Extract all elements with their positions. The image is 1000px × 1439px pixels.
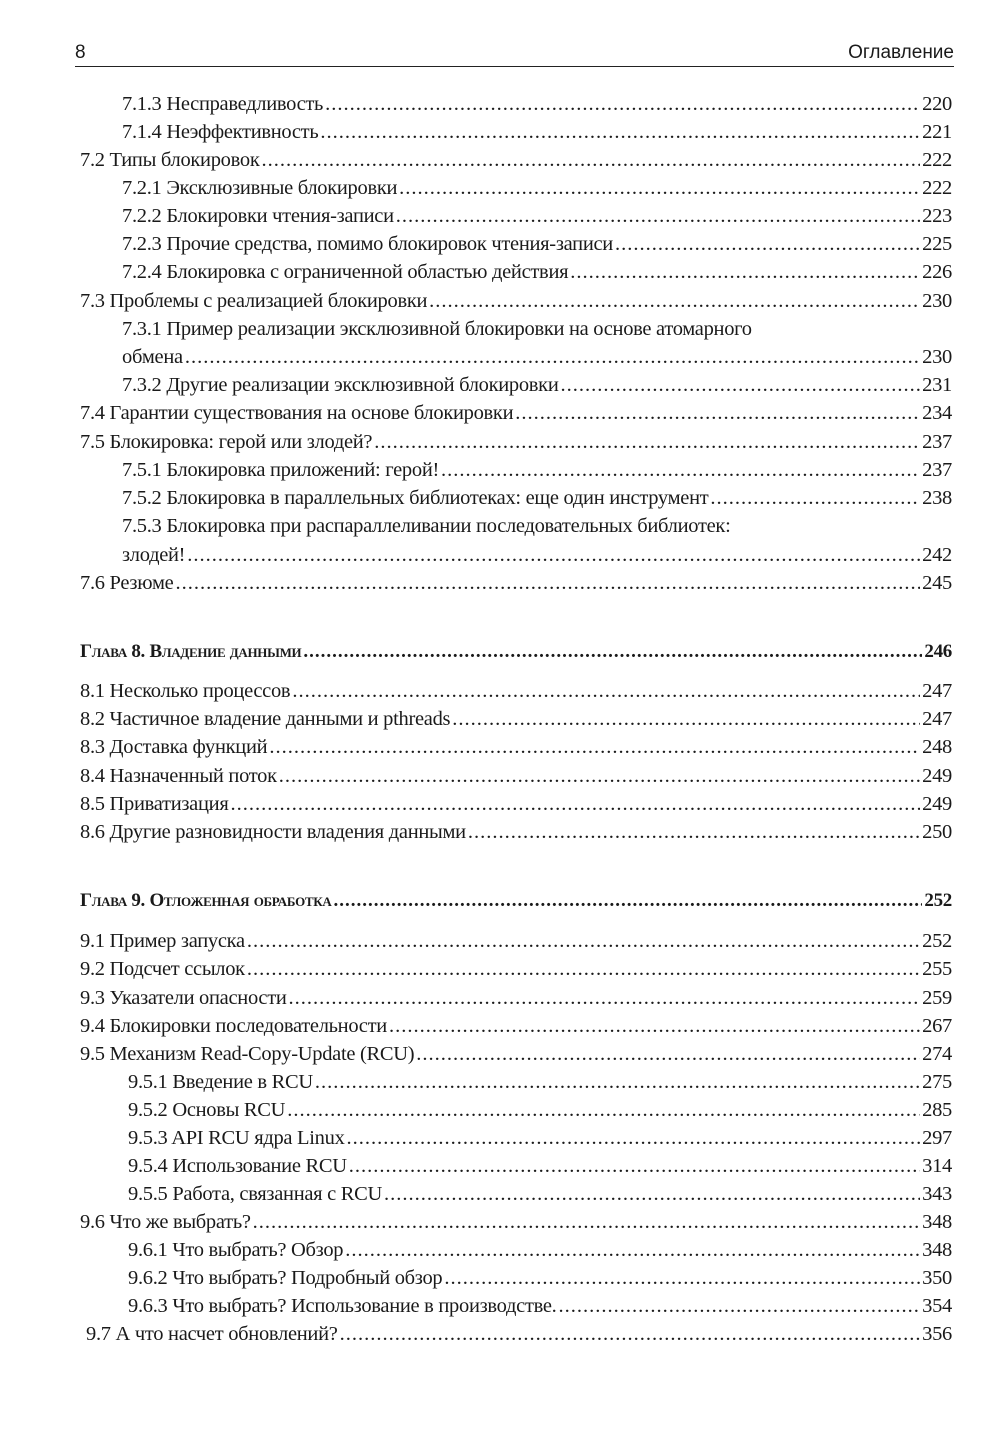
leader-dots bbox=[429, 287, 920, 315]
toc-entry-page: 247 bbox=[922, 680, 952, 702]
leader-dots bbox=[175, 569, 920, 597]
toc-entry-title: 8.5 Приватизация bbox=[80, 793, 229, 815]
toc-entry-title: 9.7 А что насчет обновлений? bbox=[86, 1323, 338, 1345]
leader-dots bbox=[230, 790, 920, 818]
chapter-title: Глава 9. Отложенная обработка bbox=[80, 890, 332, 911]
leader-dots bbox=[615, 230, 920, 258]
toc-entry-page: 249 bbox=[922, 765, 952, 787]
toc-entry-title: 9.3 Указатели опасности bbox=[80, 987, 287, 1009]
toc-entry-title: 9.4 Блокировки последовательности bbox=[80, 1015, 387, 1037]
toc-entry-title: 7.3.2 Другие реализации эксклюзивной блокировки bbox=[122, 374, 559, 396]
toc-entry-title: 9.6.1 Что выбрать? Обзор bbox=[128, 1239, 344, 1261]
toc-entry-page: 242 bbox=[922, 544, 952, 566]
toc-entry-page: 297 bbox=[922, 1127, 952, 1149]
toc-entry-page: 222 bbox=[922, 149, 952, 171]
toc-entry[interactable] bbox=[128, 1152, 952, 1180]
leader-dots bbox=[247, 927, 920, 955]
leader-dots bbox=[325, 90, 920, 118]
toc-chapter-9[interactable] bbox=[80, 887, 952, 915]
leader-dots bbox=[279, 762, 920, 790]
running-header bbox=[75, 40, 954, 67]
toc-entry-title: 9.5.5 Работа, связанная с RCU bbox=[128, 1183, 382, 1205]
leader-dots bbox=[561, 371, 921, 399]
toc-entry-page: 238 bbox=[922, 487, 952, 509]
toc-entry-title: 8.4 Назначенный поток bbox=[80, 765, 277, 787]
leader-dots bbox=[515, 399, 920, 427]
toc-entry[interactable] bbox=[122, 456, 952, 484]
toc-entry-page: 248 bbox=[922, 736, 952, 758]
toc-entry[interactable] bbox=[80, 705, 952, 733]
toc-entry-title: 8.2 Частичное владение данными и pthreads bbox=[80, 708, 451, 730]
leader-dots bbox=[269, 733, 920, 761]
chapter-page: 252 bbox=[924, 890, 952, 911]
running-title: Оглавление bbox=[848, 42, 954, 63]
toc-entry-page: 245 bbox=[922, 572, 952, 594]
leader-dots bbox=[399, 174, 920, 202]
toc-entry[interactable] bbox=[80, 399, 952, 427]
toc-entry-title: 7.2.1 Эксклюзивные блокировки bbox=[122, 177, 398, 199]
toc-entry-title: 7.1.4 Неэффективность bbox=[122, 121, 319, 143]
leader-dots bbox=[441, 456, 920, 484]
toc-entry-page: 348 bbox=[922, 1211, 952, 1233]
toc-entry-title: злодей! bbox=[122, 544, 186, 566]
toc-entry-title: 9.6.2 Что выбрать? Подробный обзор bbox=[128, 1267, 443, 1289]
toc-entry-page: 222 bbox=[922, 177, 952, 199]
toc-entry-page: 237 bbox=[922, 459, 952, 481]
leader-dots bbox=[315, 1068, 920, 1096]
leader-dots bbox=[374, 428, 920, 456]
toc-entry[interactable] bbox=[122, 512, 952, 540]
leader-dots bbox=[187, 541, 920, 569]
toc-entry[interactable] bbox=[80, 733, 952, 761]
toc-entry[interactable] bbox=[128, 1292, 952, 1320]
leader-dots bbox=[261, 146, 920, 174]
toc-entry-title: 7.2.4 Блокировка с ограниченной областью действия bbox=[122, 261, 569, 283]
leader-dots bbox=[349, 1152, 920, 1180]
toc-entry-title: 8.6 Другие разновидности владения данными bbox=[80, 821, 466, 843]
leader-dots bbox=[416, 1040, 920, 1068]
toc-entry-page: 274 bbox=[922, 1043, 952, 1065]
toc-entry[interactable] bbox=[128, 1096, 952, 1124]
toc-entry-title: 7.3 Проблемы с реализацией блокировки bbox=[80, 290, 428, 312]
toc-entry[interactable] bbox=[122, 90, 952, 118]
toc-entry-title: 7.5 Блокировка: герой или злодей? bbox=[80, 431, 373, 453]
toc-entry[interactable] bbox=[128, 1264, 952, 1292]
toc-entry-page: 252 bbox=[922, 930, 952, 952]
toc-entry[interactable] bbox=[122, 484, 952, 512]
toc-entry[interactable] bbox=[128, 1124, 952, 1152]
chapter-title: Глава 8. Владение данными bbox=[80, 641, 302, 662]
toc-entry[interactable] bbox=[80, 146, 952, 174]
toc-entry-page: 348 bbox=[922, 1239, 952, 1261]
toc-entry[interactable] bbox=[122, 230, 952, 258]
toc-entry-title: 7.6 Резюме bbox=[80, 572, 174, 594]
toc-entry-page: 314 bbox=[922, 1155, 952, 1177]
toc-entry-title: 9.5 Механизм Read-Copy-Update (RCU) bbox=[80, 1043, 415, 1065]
toc-entry-title: 8.3 Доставка функций bbox=[80, 736, 268, 758]
toc-entry-title: 9.5.1 Введение в RCU bbox=[128, 1071, 313, 1093]
leader-dots bbox=[247, 955, 920, 983]
toc-entry-page: 354 bbox=[922, 1295, 952, 1317]
toc-entry-title: 7.5.3 Блокировка при распараллеливании последовательных библиотек: bbox=[122, 515, 731, 537]
toc-entry-page: 285 bbox=[922, 1099, 952, 1121]
toc-entry[interactable] bbox=[80, 790, 952, 818]
toc-entry[interactable] bbox=[128, 1068, 952, 1096]
chapter-page: 246 bbox=[924, 641, 952, 662]
toc-entry[interactable] bbox=[80, 762, 952, 790]
toc-entry-page: 237 bbox=[922, 431, 952, 453]
toc-entry-title: 9.2 Подсчет ссылок bbox=[80, 958, 245, 980]
toc-entry-page: 350 bbox=[922, 1267, 952, 1289]
toc-entry[interactable] bbox=[86, 1320, 952, 1348]
toc-entry[interactable] bbox=[122, 258, 952, 286]
toc-entry-title: 7.5.1 Блокировка приложений: герой! bbox=[122, 459, 440, 481]
leader-dots bbox=[384, 1180, 920, 1208]
toc-entry[interactable] bbox=[80, 927, 952, 955]
toc-entry-page: 356 bbox=[922, 1323, 952, 1345]
leader-dots bbox=[710, 484, 920, 512]
toc-entry-page: 259 bbox=[922, 987, 952, 1009]
toc-entry-title: 9.5.2 Основы RCU bbox=[128, 1099, 286, 1121]
toc-entry-title: обмена bbox=[122, 346, 183, 368]
leader-dots bbox=[345, 1236, 920, 1264]
toc-entry-page: 225 bbox=[922, 233, 952, 255]
toc-entry[interactable] bbox=[80, 287, 952, 315]
toc-entry[interactable] bbox=[80, 428, 952, 456]
toc-entry-page: 343 bbox=[922, 1183, 952, 1205]
toc-chapter-8[interactable] bbox=[80, 638, 952, 666]
leader-dots bbox=[289, 984, 921, 1012]
toc-entry-title: 9.6 Что же выбрать? bbox=[80, 1211, 251, 1233]
toc-entry[interactable] bbox=[128, 1236, 952, 1264]
toc-entry-title: 8.1 Несколько процессов bbox=[80, 680, 291, 702]
toc-entry-page: 220 bbox=[922, 93, 952, 115]
leader-dots bbox=[292, 677, 920, 705]
toc-entry-continuation[interactable] bbox=[122, 343, 952, 371]
toc-entry[interactable] bbox=[80, 569, 952, 597]
leader-dots bbox=[320, 118, 920, 146]
toc-entry[interactable] bbox=[80, 955, 952, 983]
toc-entry-title: 7.2.2 Блокировки чтения-записи bbox=[122, 205, 394, 227]
toc-entry[interactable] bbox=[80, 677, 952, 705]
toc-entry-page: 249 bbox=[922, 793, 952, 815]
toc-entry[interactable] bbox=[122, 371, 952, 399]
leader-dots bbox=[287, 1096, 920, 1124]
leader-dots bbox=[340, 1320, 921, 1348]
toc-entry-title: 9.5.4 Использование RCU bbox=[128, 1155, 347, 1177]
toc-entry[interactable] bbox=[122, 202, 952, 230]
toc-entry-page: 226 bbox=[922, 261, 952, 283]
toc-entry-title: 9.5.3 API RCU ядра Linux bbox=[128, 1127, 345, 1149]
toc-entry-page: 231 bbox=[922, 374, 952, 396]
toc-entry-title: 7.2 Типы блокировок bbox=[80, 149, 260, 171]
toc-entry[interactable] bbox=[122, 174, 952, 202]
leader-dots bbox=[389, 1012, 920, 1040]
leader-dots bbox=[444, 1264, 920, 1292]
toc-entry[interactable] bbox=[122, 118, 952, 146]
leader-dots bbox=[333, 887, 922, 915]
toc-entry-page: 230 bbox=[922, 290, 952, 312]
toc-entry-continuation[interactable] bbox=[122, 541, 952, 569]
toc-entry-title: 7.2.3 Прочие средства, помимо блокировок чтения-записи bbox=[122, 233, 613, 255]
toc-entry[interactable] bbox=[128, 1180, 952, 1208]
toc-entry-page: 221 bbox=[922, 121, 952, 143]
toc-entry-page: 223 bbox=[922, 205, 952, 227]
toc-entry[interactable] bbox=[80, 984, 952, 1012]
toc-entry[interactable] bbox=[80, 818, 952, 846]
toc-entry-title: 9.6.3 Что выбрать? Использование в производстве. bbox=[128, 1295, 557, 1317]
toc-entry-page: 267 bbox=[922, 1015, 952, 1037]
leader-dots bbox=[347, 1124, 921, 1152]
leader-dots bbox=[396, 202, 920, 230]
toc-entry-page: 230 bbox=[922, 346, 952, 368]
leader-dots bbox=[559, 1292, 921, 1320]
page-number: 8 bbox=[75, 42, 86, 63]
toc-entry[interactable] bbox=[80, 1012, 952, 1040]
toc-entry-page: 255 bbox=[922, 958, 952, 980]
toc-entry[interactable] bbox=[80, 1208, 952, 1236]
toc-entry[interactable] bbox=[80, 1040, 952, 1068]
leader-dots bbox=[185, 343, 920, 371]
leader-dots bbox=[468, 818, 920, 846]
toc-entry-page: 234 bbox=[922, 402, 952, 424]
toc-entry[interactable] bbox=[122, 315, 952, 343]
toc-entry-title: 7.5.2 Блокировка в параллельных библиотеках: еще один инструмент bbox=[122, 487, 709, 509]
toc-entry-page: 275 bbox=[922, 1071, 952, 1093]
leader-dots bbox=[570, 258, 920, 286]
toc-entry-title: 7.4 Гарантии существования на основе блокировки bbox=[80, 402, 514, 424]
leader-dots bbox=[303, 638, 922, 666]
toc-entry-title: 9.1 Пример запуска bbox=[80, 930, 245, 952]
leader-dots bbox=[253, 1208, 920, 1236]
toc-entry-page: 250 bbox=[922, 821, 952, 843]
toc-entry-title: 7.1.3 Несправедливость bbox=[122, 93, 324, 115]
toc-entry-page: 247 bbox=[922, 708, 952, 730]
toc-entry-title: 7.3.1 Пример реализации эксклюзивной блокировки на основе атомарного bbox=[122, 318, 752, 340]
leader-dots bbox=[452, 705, 920, 733]
